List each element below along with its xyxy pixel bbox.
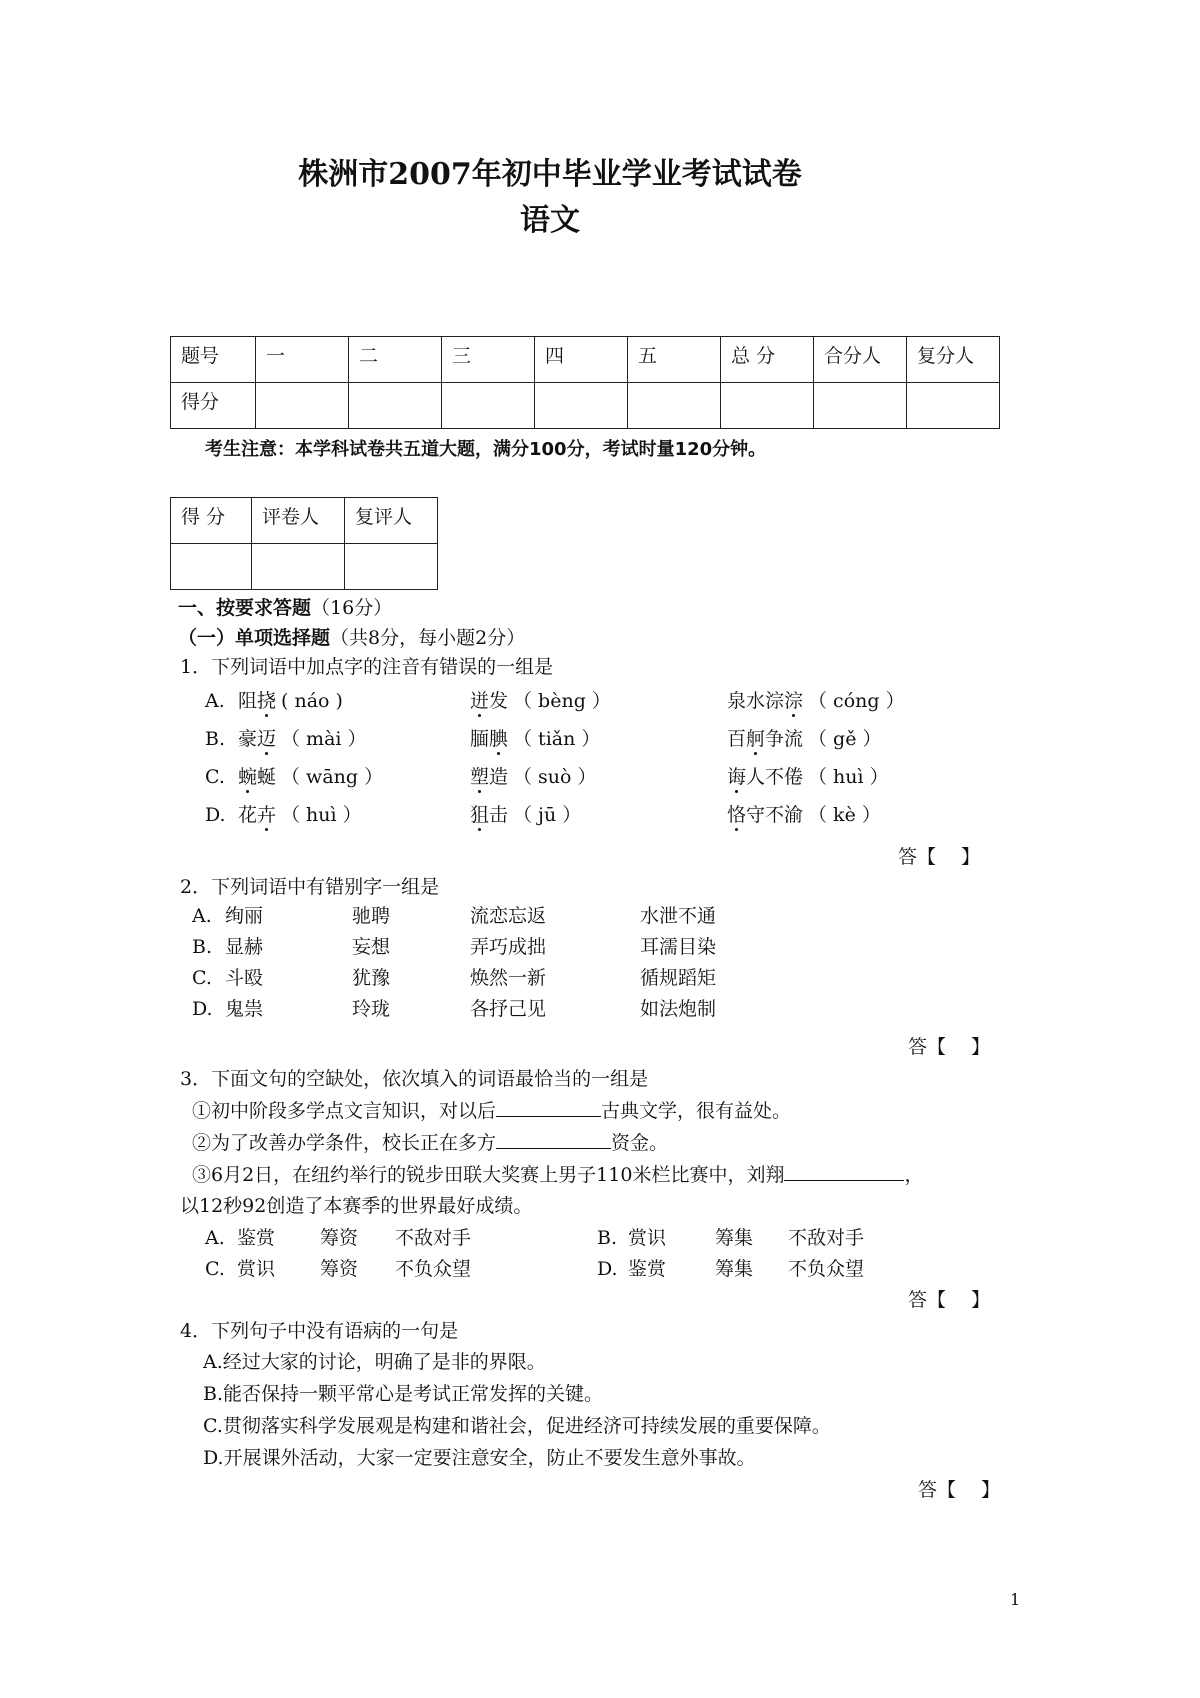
- q4-option: D.开展课外活动，大家一定要注意安全，防止不要发生意外事故。: [203, 1447, 756, 1469]
- q4-option: A.经过大家的讨论，明确了是非的界限。: [203, 1351, 546, 1373]
- q4-stem: 4．下列句子中没有语病的一句是: [180, 1320, 459, 1342]
- q1-word: 腼腆: [470, 728, 509, 750]
- q2-word: 水泄不通: [640, 905, 717, 927]
- emphasis-dot-mark: [478, 714, 481, 717]
- pinyin: （ wāng ）: [281, 766, 384, 788]
- q2-word: 如法炮制: [640, 998, 717, 1020]
- q2-word: 耳濡目染: [640, 936, 717, 958]
- q1-option-item: [727, 803, 881, 827]
- q3-sentence-1: [192, 1098, 791, 1123]
- emphasis-dot-mark: [478, 790, 481, 793]
- q2-word: 弄巧成拙: [470, 936, 547, 958]
- blank: [496, 1098, 601, 1117]
- q1-option-item: [470, 803, 581, 827]
- q2-option-label: C.: [192, 967, 212, 989]
- q1-word: 狙击: [470, 804, 509, 826]
- pinyin: （ jū ）: [513, 804, 582, 826]
- q1-word: 迸发: [470, 690, 509, 712]
- q1-answer: 答【 】: [898, 846, 981, 868]
- word-box: [727, 727, 803, 751]
- blank: [496, 1130, 611, 1149]
- q3-option-label: A.: [205, 1227, 225, 1249]
- score-cell[interactable]: [535, 383, 628, 429]
- word-box: [238, 803, 276, 827]
- grader-header-cell: 评卷人: [252, 498, 345, 544]
- part1-heading: [178, 626, 525, 650]
- q2-word: 循规蹈矩: [640, 967, 717, 989]
- pinyin: （ mài ）: [281, 728, 367, 750]
- q3-option-word: 筹资: [320, 1258, 359, 1280]
- q2-word: 焕然一新: [470, 967, 547, 989]
- q2-word: 各抒己见: [470, 998, 547, 1020]
- word-box: [470, 803, 508, 827]
- q1-option-item: [470, 765, 597, 789]
- q1-option-item: [238, 689, 343, 713]
- q2-stem: 2．下列词语中有错别字一组是: [180, 876, 440, 898]
- emphasis-dot-mark: [265, 752, 268, 755]
- emphasis-dot-mark: [735, 790, 738, 793]
- word-box: [238, 689, 276, 713]
- pinyin: （ suò ）: [513, 766, 597, 788]
- q1-word: 阻挠: [238, 690, 277, 712]
- q3-option-label: C.: [205, 1258, 225, 1280]
- q1-option-label: B.: [205, 728, 226, 750]
- q3-sentence-2: [192, 1130, 668, 1155]
- word-box: [727, 765, 803, 789]
- q4-option: B.能否保持一颗平常心是考试正常发挥的关键。: [203, 1383, 604, 1405]
- word-box: [238, 765, 276, 789]
- score-cell[interactable]: [628, 383, 721, 429]
- q1-option-label: C.: [205, 766, 225, 788]
- score-header-cell: 合分人: [814, 337, 907, 383]
- q3-s3b: ，: [904, 1164, 924, 1186]
- q3-sentence-3: [192, 1162, 923, 1187]
- q3-s2a: ②为了改善办学条件，校长正在多方: [192, 1132, 497, 1154]
- q1-option-label: A.: [205, 690, 225, 712]
- q2-word: 显赫: [225, 936, 264, 958]
- q1-option-item: [727, 689, 905, 713]
- score-header-cell: 二: [349, 337, 442, 383]
- q1-word: 百舸争流: [727, 728, 804, 750]
- emphasis-dot-mark: [265, 828, 268, 831]
- q3-option-word: 鉴赏: [237, 1227, 276, 1249]
- q2-word: 驰聘: [352, 905, 391, 927]
- q3-option-word: 筹集: [715, 1227, 754, 1249]
- score-table: [170, 336, 1000, 429]
- exam-title: 株洲市2007年初中毕业学业考试试卷: [298, 157, 802, 192]
- q3-option-word: 筹集: [715, 1258, 754, 1280]
- q1-option-item: [238, 727, 367, 751]
- word-box: [727, 803, 803, 827]
- emphasis-dot-mark: [478, 828, 481, 831]
- subject-title: 语文: [520, 203, 580, 238]
- grader-table: [170, 497, 438, 590]
- q3-answer: 答【 】: [908, 1289, 991, 1311]
- q3-s2b: 资金。: [611, 1132, 669, 1154]
- q2-answer: 答【 】: [908, 1036, 991, 1058]
- word-box: [238, 727, 276, 751]
- page-number: 1: [1010, 1590, 1021, 1609]
- pinyin: （ huì ）: [808, 766, 889, 788]
- q1-word: 蜿蜒: [238, 766, 277, 788]
- pinyin: （ kè ）: [808, 804, 881, 826]
- q3-option-word: 赏识: [628, 1227, 667, 1249]
- grader-header-cell: 复评人: [345, 498, 438, 544]
- score-cell[interactable]: [349, 383, 442, 429]
- score-header-cell: 题号: [171, 337, 256, 383]
- q4-option: C.贯彻落实科学发展观是构建和谐社会，促进经济可持续发展的重要保障。: [203, 1415, 831, 1437]
- q1-option-item: [470, 689, 611, 713]
- q2-word: 斗殴: [225, 967, 264, 989]
- section1-points: （16分）: [311, 597, 393, 619]
- part1-points: （共8分，每小题2分）: [330, 627, 526, 649]
- q3-option-word: 鉴赏: [628, 1258, 667, 1280]
- pinyin: （ bèng ）: [513, 690, 611, 712]
- q3-sentence-3-cont: 以12秒92创造了本赛季的世界最好成绩。: [180, 1195, 533, 1217]
- q2-word: 绚丽: [225, 905, 264, 927]
- grader-cell[interactable]: [252, 544, 345, 590]
- q1-word: 诲人不倦: [727, 766, 804, 788]
- q1-option-item: [238, 765, 383, 789]
- q2-word: 玲珑: [352, 998, 391, 1020]
- q2-option-label: D.: [192, 998, 213, 1020]
- q1-word: 塑造: [470, 766, 509, 788]
- emphasis-dot-mark: [792, 714, 795, 717]
- emphasis-dot-mark: [735, 828, 738, 831]
- score-cell[interactable]: [814, 383, 907, 429]
- q1-option-item: [727, 727, 882, 751]
- word-box: [470, 765, 508, 789]
- score-header-cell: 一: [256, 337, 349, 383]
- q3-s1b: 古典文学，很有益处。: [601, 1100, 792, 1122]
- q1-option-item: [470, 727, 600, 751]
- score-cell: 得分: [171, 383, 256, 429]
- emphasis-dot-mark: [246, 790, 249, 793]
- word-box: [727, 689, 803, 713]
- pinyin: （ tiǎn ）: [513, 728, 601, 750]
- score-cell[interactable]: [256, 383, 349, 429]
- q3-option-word: 不负众望: [788, 1258, 865, 1280]
- q1-option-item: [727, 765, 889, 789]
- pinyin: ( náo ): [281, 690, 343, 712]
- grader-cell[interactable]: [345, 544, 438, 590]
- q1-word: 恪守不渝: [727, 804, 804, 826]
- emphasis-dot-mark: [754, 752, 757, 755]
- q3-option-word: 不敌对手: [395, 1227, 472, 1249]
- score-cell[interactable]: [442, 383, 535, 429]
- q1-option-item: [238, 803, 362, 827]
- score-header-cell: 四: [535, 337, 628, 383]
- emphasis-dot-mark: [497, 752, 500, 755]
- q1-word: 花卉: [238, 804, 277, 826]
- grader-header-cell: 得 分: [171, 498, 252, 544]
- q4-answer: 答【 】: [918, 1479, 1001, 1501]
- q2-word: 鬼祟: [225, 998, 264, 1020]
- q2-word: 妄想: [352, 936, 391, 958]
- pinyin: （ cóng ）: [808, 690, 905, 712]
- blank: [784, 1162, 904, 1181]
- pinyin: （ huì ）: [281, 804, 362, 826]
- grader-cell[interactable]: [171, 544, 252, 590]
- q3-option-word: 不负众望: [395, 1258, 472, 1280]
- score-cell[interactable]: [907, 383, 1000, 429]
- q1-stem: 1．下列词语中加点字的注音有错误的一组是: [180, 656, 554, 678]
- q3-s3a: ③6月2日，在纽约举行的锐步田联大奖赛上男子110米栏比赛中，刘翔: [192, 1164, 785, 1186]
- word-box: [470, 689, 508, 713]
- q3-option-word: 不敌对手: [788, 1227, 865, 1249]
- q3-option-word: 赏识: [237, 1258, 276, 1280]
- emphasis-dot-mark: [265, 714, 268, 717]
- q2-option-label: B.: [192, 936, 213, 958]
- q3-s1a: ①初中阶段多学点文言知识，对以后: [192, 1100, 497, 1122]
- q3-option-label: D.: [597, 1258, 618, 1280]
- q1-word: 泉水淙淙: [727, 690, 804, 712]
- q2-word: 犹豫: [352, 967, 391, 989]
- q3-stem: 3．下面文句的空缺处，依次填入的词语最恰当的一组是: [180, 1068, 649, 1090]
- score-header-cell: 复分人: [907, 337, 1000, 383]
- pinyin: （ gě ）: [808, 728, 882, 750]
- q1-option-label: D.: [205, 804, 226, 826]
- section1-heading: [178, 596, 392, 620]
- exam-notice: 考生注意：本学科试卷共五道大题，满分100分，考试时量120分钟。: [205, 439, 767, 460]
- word-box: [470, 727, 508, 751]
- q2-word: 流恋忘返: [470, 905, 547, 927]
- part1-title: （一）单项选择题: [178, 627, 331, 649]
- q3-option-word: 筹资: [320, 1227, 359, 1249]
- q2-option-label: A.: [192, 905, 212, 927]
- q3-option-label: B.: [597, 1227, 618, 1249]
- q1-word: 豪迈: [238, 728, 277, 750]
- score-cell[interactable]: [721, 383, 814, 429]
- score-header-cell: 总 分: [721, 337, 814, 383]
- score-header-cell: 五: [628, 337, 721, 383]
- score-header-cell: 三: [442, 337, 535, 383]
- section1-title: 一、按要求答题: [178, 597, 312, 619]
